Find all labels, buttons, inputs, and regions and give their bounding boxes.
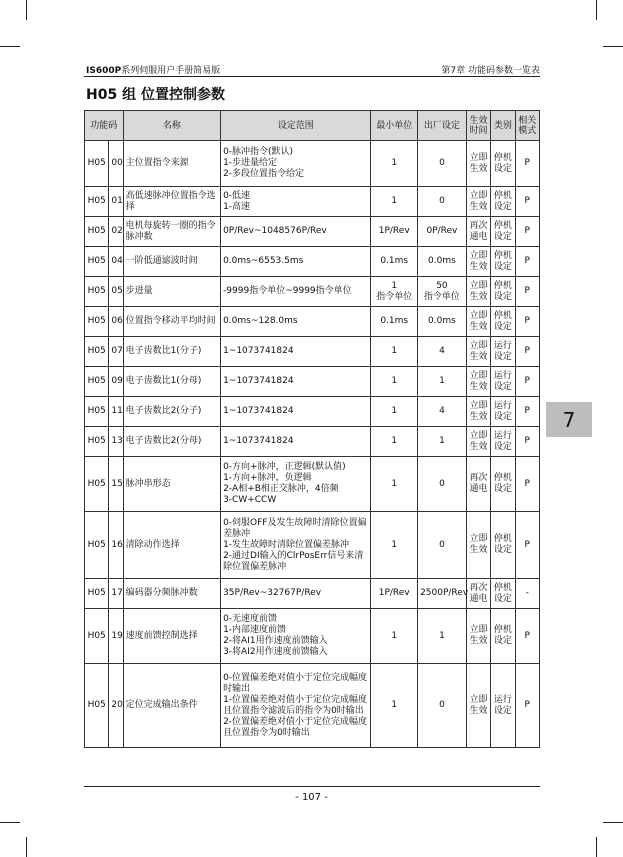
param-range: 1~1073741824 <box>221 397 371 427</box>
crop-mark <box>596 0 597 20</box>
param-range: 0-无速度前馈 1-内部速度前馈 2-将AI1用作速度前馈输入 3-将AI2用作速度前馈输入 <box>221 609 371 664</box>
param-group: H05 <box>85 397 109 427</box>
param-name: 速度前馈控制选择 <box>123 609 220 664</box>
table-header-row <box>85 111 540 141</box>
col-header-min-unit: 最小单位 <box>371 111 418 141</box>
param-min-unit: 1P/Rev <box>371 217 418 247</box>
param-mode: P <box>515 247 539 277</box>
param-number: 17 <box>109 579 123 609</box>
param-group: H05 <box>85 609 109 664</box>
param-mode: P <box>515 307 539 337</box>
header-divider <box>84 76 540 77</box>
param-range: 0-脉冲指令(默认) 1-步进量给定 2-多段位置指令给定 <box>221 141 371 187</box>
param-default: 4 <box>418 337 467 367</box>
param-number: 20 <box>109 664 123 748</box>
param-category: 停机设定 <box>491 579 515 609</box>
param-category: 运行设定 <box>491 337 515 367</box>
param-name: 步进量 <box>123 277 220 307</box>
param-name: 脉冲串形态 <box>123 457 220 512</box>
param-range: 0-方向+脉冲，正逻辑(默认值) 1-方向+脉冲，负逻辑 2-A相+B相正交脉冲，4倍频 3-CW+CCW <box>221 457 371 512</box>
param-mode: P <box>515 397 539 427</box>
param-name: 一阶低通滤波时间 <box>123 247 220 277</box>
param-category: 停机设定 <box>491 217 515 247</box>
param-group: H05 <box>85 187 109 217</box>
param-number: 04 <box>109 247 123 277</box>
parameter-table <box>84 110 540 748</box>
param-default: 1 <box>418 367 467 397</box>
param-effective-time: 立即生效 <box>466 307 490 337</box>
param-mode: P <box>515 457 539 512</box>
table-row <box>85 397 540 427</box>
param-number: 13 <box>109 427 123 457</box>
param-number: 15 <box>109 457 123 512</box>
param-mode: P <box>515 609 539 664</box>
param-name: 定位完成输出条件 <box>123 664 220 748</box>
table-row <box>85 367 540 397</box>
param-mode: - <box>515 579 539 609</box>
table-row <box>85 664 540 748</box>
param-group: H05 <box>85 579 109 609</box>
param-group: H05 <box>85 141 109 187</box>
param-min-unit: 1 <box>371 367 418 397</box>
table-row <box>85 141 540 187</box>
param-number: 06 <box>109 307 123 337</box>
param-category: 停机设定 <box>491 187 515 217</box>
param-effective-time: 立即生效 <box>466 337 490 367</box>
param-range: 0.0ms~128.0ms <box>221 307 371 337</box>
param-group: H05 <box>85 277 109 307</box>
param-default: 50 指令单位 <box>418 277 467 307</box>
param-category: 停机设定 <box>491 457 515 512</box>
crop-mark <box>596 837 597 857</box>
param-name: 主位置指令来源 <box>123 141 220 187</box>
param-category: 停机设定 <box>491 141 515 187</box>
param-number: 19 <box>109 609 123 664</box>
param-effective-time: 立即生效 <box>466 512 490 579</box>
param-default: 0.0ms <box>418 307 467 337</box>
param-group: H05 <box>85 427 109 457</box>
param-name: 电子齿数比1(分母) <box>123 367 220 397</box>
param-number: 07 <box>109 337 123 367</box>
param-effective-time: 再次通电 <box>466 457 490 512</box>
table-row <box>85 247 540 277</box>
param-name: 电子齿数比1(分子) <box>123 337 220 367</box>
param-category: 运行设定 <box>491 397 515 427</box>
param-name: 电子齿数比2(分母) <box>123 427 220 457</box>
param-name: 电子齿数比2(分子) <box>123 397 220 427</box>
param-effective-time: 立即生效 <box>466 664 490 748</box>
param-number: 05 <box>109 277 123 307</box>
param-effective-time: 再次通电 <box>466 217 490 247</box>
param-group: H05 <box>85 307 109 337</box>
table-row <box>85 187 540 217</box>
param-effective-time: 立即生效 <box>466 247 490 277</box>
param-group: H05 <box>85 217 109 247</box>
crop-mark <box>26 837 27 857</box>
param-number: 09 <box>109 367 123 397</box>
param-group: H05 <box>85 512 109 579</box>
param-number: 02 <box>109 217 123 247</box>
param-category: 停机设定 <box>491 277 515 307</box>
col-header-default: 出厂设定 <box>418 111 467 141</box>
param-min-unit: 1 <box>371 457 418 512</box>
param-number: 11 <box>109 397 123 427</box>
page-number: - 107 - <box>295 792 328 803</box>
param-min-unit: 1 指令单位 <box>371 277 418 307</box>
param-mode: P <box>515 427 539 457</box>
col-header-mode: 相关模式 <box>515 111 539 141</box>
param-mode: P <box>515 187 539 217</box>
param-mode: P <box>515 141 539 187</box>
param-group: H05 <box>85 247 109 277</box>
param-effective-time: 再次通电 <box>466 579 490 609</box>
param-default: 0 <box>418 457 467 512</box>
param-number: 16 <box>109 512 123 579</box>
crop-mark <box>0 822 20 823</box>
table-row <box>85 427 540 457</box>
crop-mark <box>603 46 623 47</box>
param-range: 35P/Rev~32767P/Rev <box>221 579 371 609</box>
param-default: 0P/Rev <box>418 217 467 247</box>
section-title: H05 组 位置控制参数 <box>86 87 225 103</box>
running-header-chapter: 第7章 功能码参数一览表 <box>441 66 540 76</box>
param-category: 停机设定 <box>491 609 515 664</box>
param-min-unit: 0.1ms <box>371 307 418 337</box>
table-row <box>85 457 540 512</box>
param-effective-time: 立即生效 <box>466 187 490 217</box>
param-group: H05 <box>85 457 109 512</box>
param-mode: P <box>515 664 539 748</box>
param-effective-time: 立即生效 <box>466 141 490 187</box>
table-row <box>85 512 540 579</box>
crop-mark <box>26 0 27 20</box>
param-name: 位置指令移动平均时间 <box>123 307 220 337</box>
param-category: 运行设定 <box>491 367 515 397</box>
param-default: 4 <box>418 397 467 427</box>
param-effective-time: 立即生效 <box>466 609 490 664</box>
param-min-unit: 1 <box>371 337 418 367</box>
col-header-category: 类别 <box>491 111 515 141</box>
param-min-unit: 1 <box>371 397 418 427</box>
table-row <box>85 337 540 367</box>
param-mode: P <box>515 367 539 397</box>
param-default: 1 <box>418 427 467 457</box>
col-header-code: 功能码 <box>85 111 124 141</box>
param-min-unit: 1 <box>371 664 418 748</box>
param-default: 1 <box>418 609 467 664</box>
param-category: 运行设定 <box>491 664 515 748</box>
param-effective-time: 立即生效 <box>466 367 490 397</box>
col-header-range: 设定范围 <box>221 111 371 141</box>
param-name: 编码器分频脉冲数 <box>123 579 220 609</box>
param-default: 0 <box>418 664 467 748</box>
param-range: 0.0ms~6553.5ms <box>221 247 371 277</box>
param-range: 1~1073741824 <box>221 427 371 457</box>
param-effective-time: 立即生效 <box>466 427 490 457</box>
crop-mark <box>603 822 623 823</box>
param-group: H05 <box>85 664 109 748</box>
crop-mark <box>0 46 20 47</box>
running-header-title: IS600P系列伺服用户手册简易版 <box>86 66 221 76</box>
param-min-unit: 0.1ms <box>371 247 418 277</box>
col-header-name: 名称 <box>123 111 220 141</box>
param-default: 2500P/Rev <box>418 579 467 609</box>
param-mode: P <box>515 217 539 247</box>
param-range: 0P/Rev~1048576P/Rev <box>221 217 371 247</box>
param-min-unit: 1 <box>371 427 418 457</box>
footer-divider <box>84 786 540 787</box>
param-name: 电机每旋转一圈的指令脉冲数 <box>123 217 220 247</box>
param-number: 00 <box>109 141 123 187</box>
param-range: -9999指令单位~9999指令单位 <box>221 277 371 307</box>
param-default: 0 <box>418 141 467 187</box>
param-default: 0 <box>418 187 467 217</box>
param-number: 01 <box>109 187 123 217</box>
param-range: 0-伺服OFF及发生故障时清除位置偏差脉冲 1-发生故障时清除位置偏差脉冲 2-通过DI输入的ClrPosErr信号来清除位置偏差脉冲 <box>221 512 371 579</box>
param-min-unit: 1 <box>371 187 418 217</box>
param-default: 0 <box>418 512 467 579</box>
param-default: 0.0ms <box>418 247 467 277</box>
param-group: H05 <box>85 367 109 397</box>
param-range: 0-低速 1-高速 <box>221 187 371 217</box>
param-category: 停机设定 <box>491 307 515 337</box>
param-min-unit: 1 <box>371 141 418 187</box>
param-min-unit: 1 <box>371 512 418 579</box>
table-row <box>85 609 540 664</box>
param-category: 停机设定 <box>491 512 515 579</box>
param-mode: P <box>515 512 539 579</box>
col-header-effective-time: 生效时间 <box>466 111 490 141</box>
param-range: 0-位置偏差绝对值小于定位完成幅度时输出 1-位置偏差绝对值小于定位完成幅度且位置指令滤波后的指令为0时输出 2-位置偏差绝对值小于定位完成幅度且位置指令为0时输出 <box>221 664 371 748</box>
param-mode: P <box>515 337 539 367</box>
param-min-unit: 1 <box>371 609 418 664</box>
param-min-unit: 1P/Rev <box>371 579 418 609</box>
chapter-tab: 7 <box>546 402 592 437</box>
param-effective-time: 立即生效 <box>466 277 490 307</box>
param-range: 1~1073741824 <box>221 367 371 397</box>
param-name: 高低速脉冲位置指令选择 <box>123 187 220 217</box>
param-mode: P <box>515 277 539 307</box>
param-category: 运行设定 <box>491 427 515 457</box>
param-group: H05 <box>85 337 109 367</box>
table-row <box>85 579 540 609</box>
table-row <box>85 307 540 337</box>
param-range: 1~1073741824 <box>221 337 371 367</box>
table-row <box>85 217 540 247</box>
param-category: 停机设定 <box>491 247 515 277</box>
table-row <box>85 277 540 307</box>
param-effective-time: 立即生效 <box>466 397 490 427</box>
param-name: 清除动作选择 <box>123 512 220 579</box>
